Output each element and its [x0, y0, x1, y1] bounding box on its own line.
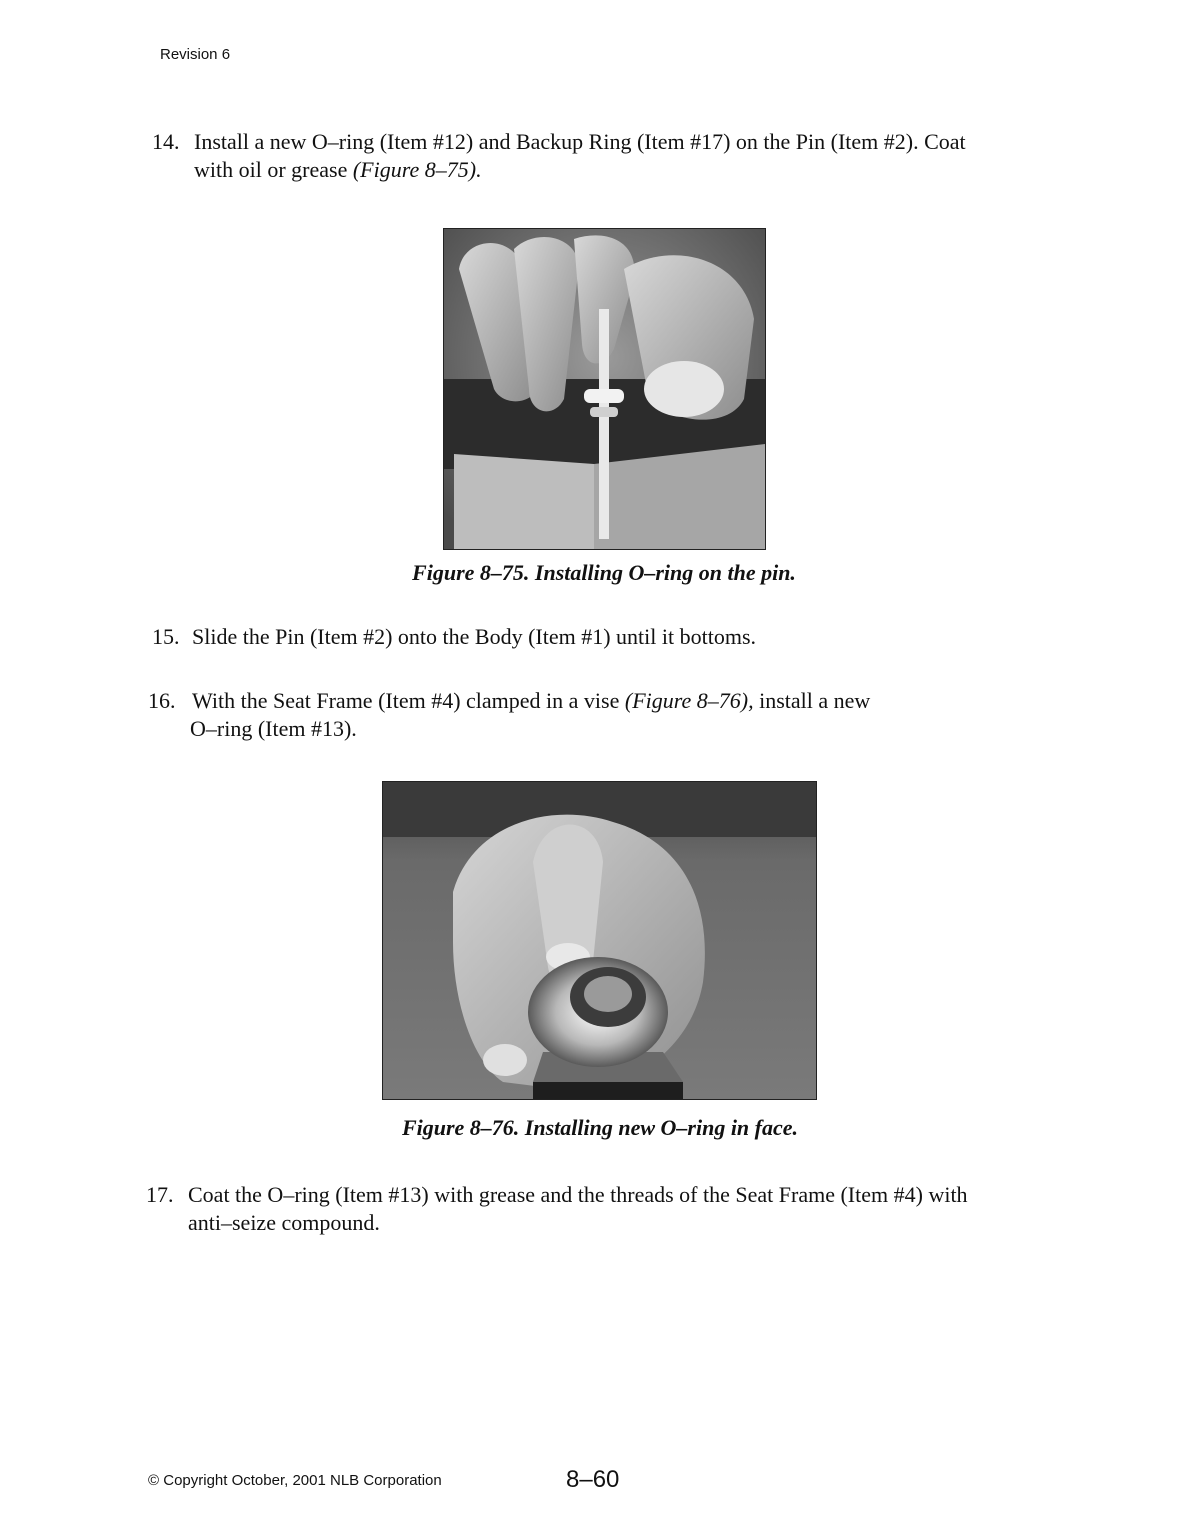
revision-label: Revision 6	[160, 46, 231, 63]
step-16	[148, 687, 1068, 743]
copyright-notice	[148, 1472, 442, 1489]
step-text-line2	[194, 156, 482, 184]
step-text-line1	[192, 687, 870, 715]
step-text-line1: Slide the Pin (Item #2) onto the Body (Item #1) until it bottoms.	[192, 624, 757, 649]
page-number: 8–60	[566, 1466, 620, 1493]
step-number: 16.	[148, 688, 176, 713]
figure-8-75-photo	[443, 228, 766, 550]
copyright-icon: ©	[148, 1472, 160, 1489]
step-text-line1: Coat the O–ring (Item #13) with grease and the threads of the Seat Frame (Item #4) with	[188, 1182, 968, 1207]
figure-reference: (Figure 8–75).	[352, 157, 482, 182]
figure-8-75-caption: Figure 8–75. Installing O–ring on the pin.	[412, 560, 796, 585]
step-14	[152, 128, 1072, 184]
step-text: with oil or grease	[194, 157, 353, 182]
step-text-line2: O–ring (Item #13).	[190, 716, 357, 741]
step-number: 14.	[152, 129, 180, 154]
step-15	[152, 623, 1072, 651]
step-text-line1: Install a new O–ring (Item #12) and Backup Ring (Item #17) on the Pin (Item #2). Coat	[194, 129, 966, 154]
step-number: 17.	[146, 1182, 174, 1207]
figure-8-76-photo	[382, 781, 817, 1100]
step-text: install a new	[753, 688, 871, 713]
figure-8-76-caption: Figure 8–76. Installing new O–ring in face.	[401, 1115, 799, 1140]
step-17	[146, 1181, 1076, 1237]
copyright-text: Copyright October, 2001 NLB Corporation	[163, 1472, 442, 1489]
step-text-line2: anti–seize compound.	[188, 1210, 380, 1235]
step-text: With the Seat Frame (Item #4) clamped in a vise	[192, 688, 625, 713]
figure-reference: (Figure 8–76),	[624, 688, 754, 713]
step-number: 15.	[152, 624, 180, 649]
